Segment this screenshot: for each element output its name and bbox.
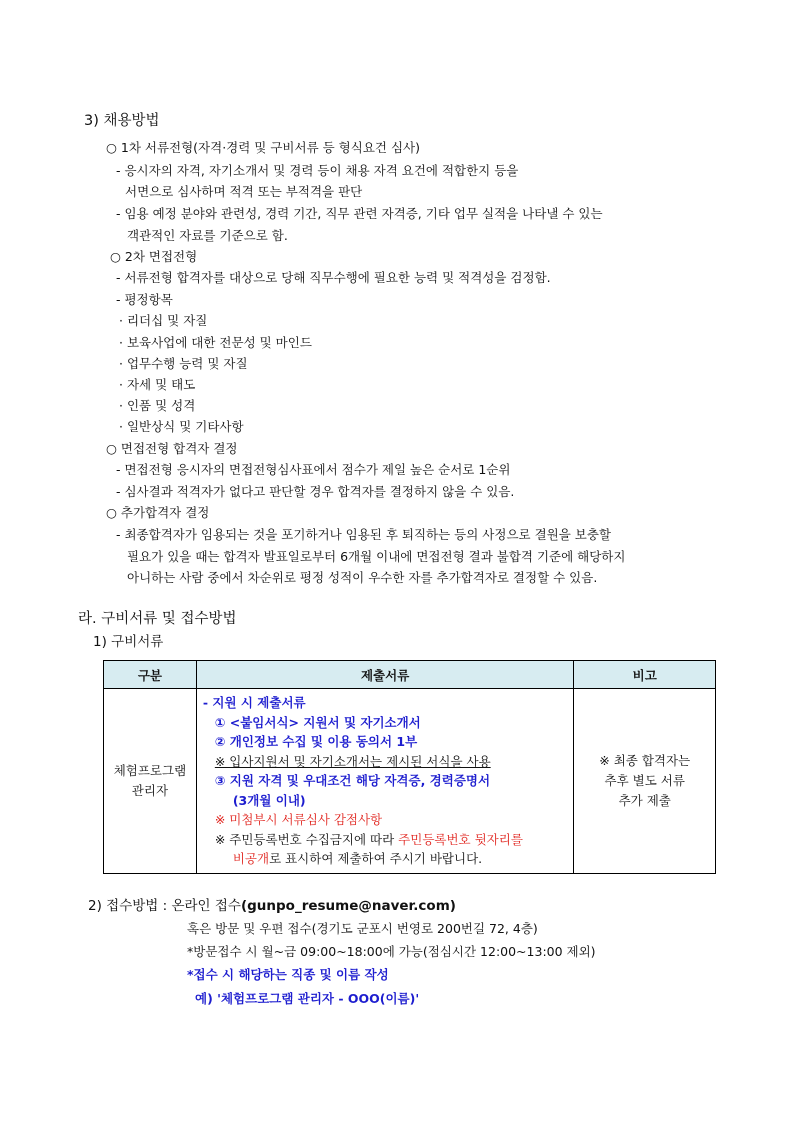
stage4-bullet-1b: 필요가 있을 때는 합격자 발표일로부터 6개월 이내에 면접전형 결과 불합격 기준에 해당하지: [127, 549, 626, 564]
table-header-row: [104, 661, 716, 689]
section-heading-hiring-method: 3) 채용방법: [84, 113, 160, 129]
docs-intro: - 지원 시 제출서류: [202, 695, 306, 710]
section-heading-documents: 라. 구비서류 및 접수방법: [78, 611, 237, 627]
doc-item-privacy-consent: ② 개인정보 수집 및 이용 동의서 1부: [214, 734, 418, 749]
stage2-title: ○ 2차 면접전형: [110, 249, 198, 264]
column-header-note: 비고: [574, 661, 716, 689]
eval-item: · 리더십 및 자질: [119, 313, 208, 328]
stage3-bullet-1: - 면접전형 응시자의 면접전형심사표에서 점수가 제일 높은 순서로 1순위: [116, 462, 511, 477]
stage1-bullet-2a: - 임용 예정 분야와 관련성, 경력 기간, 직무 관련 자격증, 기타 업무 실적을 나타낼 수 있는: [116, 206, 603, 221]
stage2-bullet-1: - 서류전형 합격자를 대상으로 당해 직무수행에 필요한 능력 및 적격성을 검정함.: [116, 270, 551, 285]
stage1-bullet-1a: - 응시자의 자격, 자기소개서 및 경력 등이 채용 자격 요건에 적합한지 등을: [116, 163, 519, 178]
note-cell: [574, 689, 716, 874]
stage4-bullet-1c: 아니하는 사람 중에서 차순위로 평정 성적이 우수한 자를 추가합격자로 결정할 수 있음.: [127, 570, 598, 585]
subsection-required-docs: 1) 구비서류: [93, 634, 164, 650]
doc-item-certificates: ③ 지원 자격 및 우대조건 해당 자격증, 경력증명서: [214, 773, 491, 788]
stage1-bullet-2b: 객관적인 자료를 기준으로 함.: [127, 228, 288, 243]
column-header-documents: 제출서류: [196, 661, 574, 689]
stage2-bullet-2: - 평정항목: [116, 292, 173, 307]
doc-note-form-usage: ※ 입사지원서 및 자기소개서는 제시된 서식을 사용: [214, 753, 491, 769]
category-label-line-1: 체험프로그램: [113, 762, 187, 778]
eval-item: · 보육사업에 대한 전문성 및 마인드: [119, 335, 312, 350]
submission-visit-mail: 혹은 방문 및 우편 접수(경기도 군포시 번영로 200번길 72, 4층): [187, 921, 538, 936]
column-header-category: 구분: [104, 661, 197, 689]
category-cell: [104, 689, 197, 874]
note-line-1: ※ 최종 합격자는: [599, 752, 691, 768]
documents-cell: [196, 689, 574, 874]
eval-item: · 인품 및 성격: [119, 398, 196, 413]
eval-item: · 자세 및 태도: [119, 377, 196, 392]
doc-item-application: ① <붙임서식> 지원서 및 자기소개서: [214, 714, 421, 730]
eval-item: · 업무수행 능력 및 자질: [119, 356, 248, 371]
stage1-bullet-1b: 서면으로 심사하며 적격 또는 부적격을 판단: [125, 184, 363, 199]
doc-note-private-highlight: 비공개: [232, 851, 270, 866]
doc-note-private-suffix: 로 표시하여 제출하여 주시기 바랍니다.: [269, 851, 483, 866]
submission-example: 예) '체험프로그램 관리자 - OOO(이름)': [195, 991, 420, 1006]
doc-note-resident-number-prefix: ※ 주민등록번호 수집금지에 따라: [214, 831, 399, 847]
doc-note-resident-number-highlight: 주민등록번호 뒷자리를: [398, 831, 523, 847]
submission-email: (gunpo_resume@naver.com): [240, 898, 456, 914]
submission-method-line: [88, 897, 456, 915]
doc-item-certificates-validity: (3개월 이내): [232, 792, 306, 808]
submission-instruction: *접수 시 해당하는 직종 및 이름 작성: [187, 967, 389, 982]
eval-item: · 일반상식 및 기타사항: [119, 419, 244, 434]
doc-note-penalty: ※ 미첨부시 서류심사 감점사항: [214, 812, 383, 827]
category-label-line-2: 관리자: [131, 782, 169, 798]
required-documents-table: [103, 660, 716, 874]
note-line-3: 추가 제출: [618, 792, 671, 808]
stage3-bullet-2: - 심사결과 적격자가 없다고 판단할 경우 합격자를 결정하지 않을 수 있음.: [116, 484, 515, 499]
submission-method-label: 2) 접수방법 : 온라인 접수: [88, 898, 241, 914]
stage4-title: ○ 추가합격자 결정: [106, 505, 210, 520]
stage4-bullet-1a: - 최종합격자가 임용되는 것을 포기하거나 임용된 후 퇴직하는 등의 사정으로 결원을 보충할: [116, 527, 611, 542]
stage3-title: ○ 면접전형 합격자 결정: [106, 441, 238, 456]
note-line-2: 추후 별도 서류: [604, 772, 685, 788]
stage1-title: ○ 1차 서류전형(자격·경력 및 구비서류 등 형식요건 심사): [106, 140, 420, 155]
table-row: [104, 689, 716, 874]
submission-visit-hours: *방문접수 시 월~금 09:00~18:00에 가능(점심시간 12:00~13:00 제외): [187, 944, 596, 959]
